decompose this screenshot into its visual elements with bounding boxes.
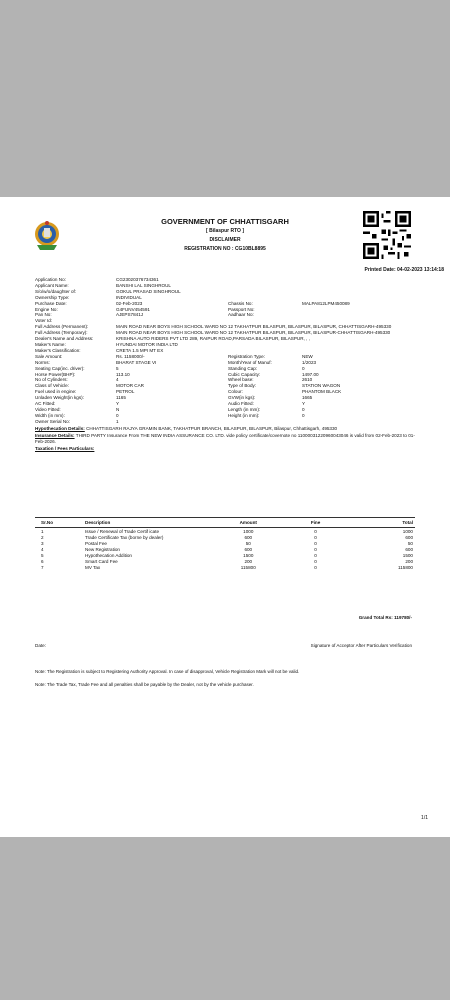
cell-srno: 6	[41, 558, 44, 564]
field-label-2: Month/Year of Manuf:	[228, 359, 272, 365]
field-value: 113.10	[116, 371, 130, 377]
col-description: Description	[83, 518, 207, 528]
hypothecation-details	[35, 426, 415, 432]
field-value: HYUNDAI MOTOR INDIA LTD	[116, 341, 178, 347]
signature-line: Signature of Acceptor After Particulars Verification	[310, 643, 412, 648]
cell-description: Hypothecation Addition	[85, 552, 132, 558]
address-label: Dealer's Name and Address:	[35, 336, 94, 342]
field-label: Width (in mm):	[35, 412, 65, 418]
field-label: Unladen Weight(in kgs):	[35, 395, 84, 401]
field-label: Horse Power(BHP):	[35, 371, 76, 377]
field-value: BHARAT STAGE VI	[116, 359, 157, 365]
cell-description: Smart Card Fee	[85, 558, 118, 564]
address-value: KRISHNA AUTO RIDERS PVT LTD 289, RAIPUR ROAD,PARSADA BILASPUR, BILASPUR, , ,	[116, 336, 310, 342]
field-value-2: 0	[302, 365, 305, 371]
field-value-2: 1665	[302, 395, 313, 401]
field-label-2: Colour:	[228, 389, 243, 395]
field-value: 1	[116, 418, 119, 424]
cell-total: 1000	[402, 528, 413, 534]
vehicle-details	[35, 277, 415, 452]
field-label: Owner Serial No:	[35, 418, 70, 424]
printed-date: Printed Date: 04-02-2023 13:14:18	[364, 267, 444, 273]
cell-srno: 4	[41, 546, 44, 552]
table-row	[35, 564, 415, 570]
field-label-2: Cubic Capacity:	[228, 371, 261, 377]
field-value: 4	[116, 377, 119, 383]
field-value: MOTOR CAR	[116, 383, 144, 389]
cell-srno: 1	[41, 528, 44, 534]
field-label: Engine No:	[35, 306, 58, 312]
address-label: Full Address (Permanent):	[35, 324, 89, 330]
field-value-2: STATION WAGON	[302, 383, 341, 389]
field-label: AC Fitted:	[35, 401, 56, 407]
disclaimer-title: DISCLAIMER	[209, 237, 241, 243]
field-value: AJEPS7841J	[116, 312, 144, 318]
col-total: Total	[342, 518, 415, 528]
cell-fine: 0	[314, 552, 317, 558]
field-label: No of Cylinders:	[35, 377, 68, 383]
registration-number: REGISTRATION NO : CG10BL8895	[184, 246, 266, 252]
taxation-heading	[35, 446, 415, 452]
field-label-2: Passport No:	[228, 306, 255, 312]
field-label-2: Standing Cap:	[228, 365, 258, 371]
field-label: Maker's Classification:	[35, 347, 81, 353]
field-label: S/o/w/o/daughter of:	[35, 288, 77, 294]
field-label: Seating Cap(inc. driver):	[35, 365, 85, 371]
cell-amount: 1000	[243, 528, 254, 534]
grand-total: Grand Total Rs: 119780/-	[358, 615, 412, 620]
address-label: Full Address (Temporary):	[35, 330, 88, 336]
field-value: BANSHI LAL SINGHROUL	[116, 282, 171, 288]
field-value: 5	[116, 365, 119, 371]
cell-srno: 7	[41, 564, 44, 570]
cell-total: 200	[405, 558, 413, 564]
govt-title: GOVERNMENT OF CHHATTISGARH	[161, 217, 289, 226]
address-value: MAIN ROAD NEAR BOYS HIGH SCHOOL WARD NO 12 TAKHATPUR BILASPUR, BILASPUR, BILASPUR, CHHATTISGARH-495330	[116, 324, 392, 330]
field-label: Sale Amount:	[35, 353, 63, 359]
field-value: 0	[116, 412, 119, 418]
col-fine: Fine	[290, 518, 342, 528]
note-trade-tax: Note: The Trade Tax, Trade Fee and all penalties shall be payable by the Dealer, not by the vehicle purchaser.	[35, 682, 254, 687]
field-value-2: 0	[302, 412, 305, 418]
cell-total: 50	[407, 540, 413, 546]
field-value-2: MALPA812LPM450089	[302, 300, 350, 306]
note-registration: Note: The Registration is subject to Registering Authority Approval. In case of disapproval, Vehicle Registration Mark will not be valid.	[35, 669, 300, 674]
field-value: 02-Feb-2023	[116, 300, 143, 306]
field-value-2: NEW	[302, 353, 313, 359]
field-label: Maker's Name:	[35, 341, 66, 347]
cell-amount: 600	[244, 534, 253, 540]
hypothecation-value: CHHATTISGARH RAJYA GRAMIN BANK, TAKHATPUR BRANCH, BILASPUR, BILASPUR, Bilaspur, Chhattisgarh, 495330	[86, 425, 338, 431]
cell-description: MV Tax	[85, 564, 101, 570]
cell-fine: 0	[314, 558, 317, 564]
cell-amount: 115800	[240, 564, 256, 570]
col-amount: Amount	[207, 518, 290, 528]
qr-code-icon	[363, 211, 411, 259]
field-value-2: Y	[302, 401, 306, 407]
field-value: CG23020376734361	[116, 277, 159, 282]
field-value: Y	[116, 401, 120, 407]
field-value: INDIVIDUAL	[116, 294, 142, 300]
cell-srno: 3	[41, 540, 44, 546]
fees-table	[35, 517, 415, 570]
col-srno: Sr.No	[35, 518, 83, 528]
field-label-2: Wheel base:	[228, 377, 254, 383]
cell-description: New Registration	[85, 546, 120, 552]
cell-amount: 1500	[243, 552, 254, 558]
rto-name: [ Bilaspur RTO ]	[206, 228, 244, 234]
field-label-2: Type of Body:	[228, 383, 257, 389]
table-header-row	[35, 518, 415, 528]
cell-srno: 5	[41, 552, 44, 558]
field-label: Pan No:	[35, 312, 52, 318]
field-label-2: Aadhaar No:	[228, 312, 254, 318]
field-label: Applicant Name:	[35, 282, 69, 288]
cell-fine: 0	[314, 534, 317, 540]
vehicle-fields	[35, 342, 415, 425]
field-value: Rs. 1158000/-	[116, 353, 145, 359]
field-value: 1165	[116, 395, 126, 401]
field-label-2: Chassis No:	[228, 300, 253, 306]
cell-total: 600	[405, 546, 413, 552]
cell-fine: 0	[314, 546, 317, 552]
field-label-2: Registration Type:	[228, 353, 265, 359]
field-value-2: 1497.00	[302, 371, 319, 377]
field-value: GOKUL PRASAD SINGHROUL	[116, 288, 181, 294]
field-label-2: Audio Fitted:	[228, 401, 254, 407]
cell-total: 115800	[398, 564, 413, 570]
owner-fields	[35, 277, 415, 324]
field-label: Class of Vehicle:	[35, 383, 69, 389]
field-label-2	[228, 419, 302, 425]
cell-description: Issue / Renewal of Trade Certif icate	[85, 528, 160, 534]
document-page	[0, 197, 450, 837]
insurance-value: THIRD PARTY Insurance From THE NEW INDIA ASSURANCE CO. LTD. vide policy certificate/covernote no 11000031220960043046 is valid from 02-Feb-2023 to 01-Feb-2026.	[35, 432, 415, 444]
cell-total: 600	[405, 534, 413, 540]
field-value-2: PHANTOM BLACK	[302, 389, 342, 395]
field-label: Purchase Date:	[35, 300, 67, 306]
hypothecation-label: Hypothecation Details:	[35, 425, 85, 431]
cell-srno: 2	[41, 534, 44, 540]
taxation-label: Taxation / Fees Particulars:	[35, 445, 95, 451]
field-label: Application No:	[35, 277, 66, 282]
field-value-2: 1/2023	[302, 359, 317, 365]
cell-amount: 200	[244, 558, 253, 564]
insurance-details	[35, 433, 415, 445]
field-label: Voter Id:	[35, 318, 53, 324]
field-value: G4FUNV454591	[116, 306, 150, 312]
field-label: Fuel used in engine:	[35, 389, 77, 395]
field-label: Video Fitted:	[35, 406, 61, 412]
field-value: N	[116, 406, 120, 412]
cell-fine: 0	[314, 564, 317, 570]
page-number: 1/1	[421, 815, 428, 821]
field-value-2: 0	[302, 406, 305, 412]
cell-amount: 50	[245, 540, 251, 546]
field-value: PETROL	[116, 389, 135, 395]
field-value-2	[302, 419, 415, 425]
field-label-2: GVW(in kgs):	[228, 395, 256, 401]
address-value: MAIN ROAD NEAR BOYS HIGH SCHOOL WARD NO 12 TAKHATPUR BILASPUR, BILASPUR, BILASPUR-CHHATTISGARH-495330	[116, 330, 391, 336]
cell-description: Trade Certificate Tax (borne by dealer)	[85, 534, 164, 540]
date-label: Date:	[35, 643, 46, 648]
field-row	[35, 419, 415, 425]
field-label-2: Height (in mm):	[228, 412, 260, 418]
cell-amount: 600	[244, 546, 253, 552]
cell-total: 1500	[402, 552, 413, 558]
insurance-label: Insurance Details:	[35, 432, 75, 438]
cell-fine: 0	[314, 540, 317, 546]
field-label: Ownership Type:	[35, 294, 70, 300]
field-value-2: 2610	[302, 377, 313, 383]
field-label-2: Length (in mm):	[228, 406, 261, 412]
cell-fine: 0	[314, 528, 317, 534]
field-label: Norms:	[35, 359, 50, 365]
field-value: CRETA 1.5 MPI MT EX	[116, 347, 164, 353]
cell-description: Postal Fee	[85, 540, 107, 546]
